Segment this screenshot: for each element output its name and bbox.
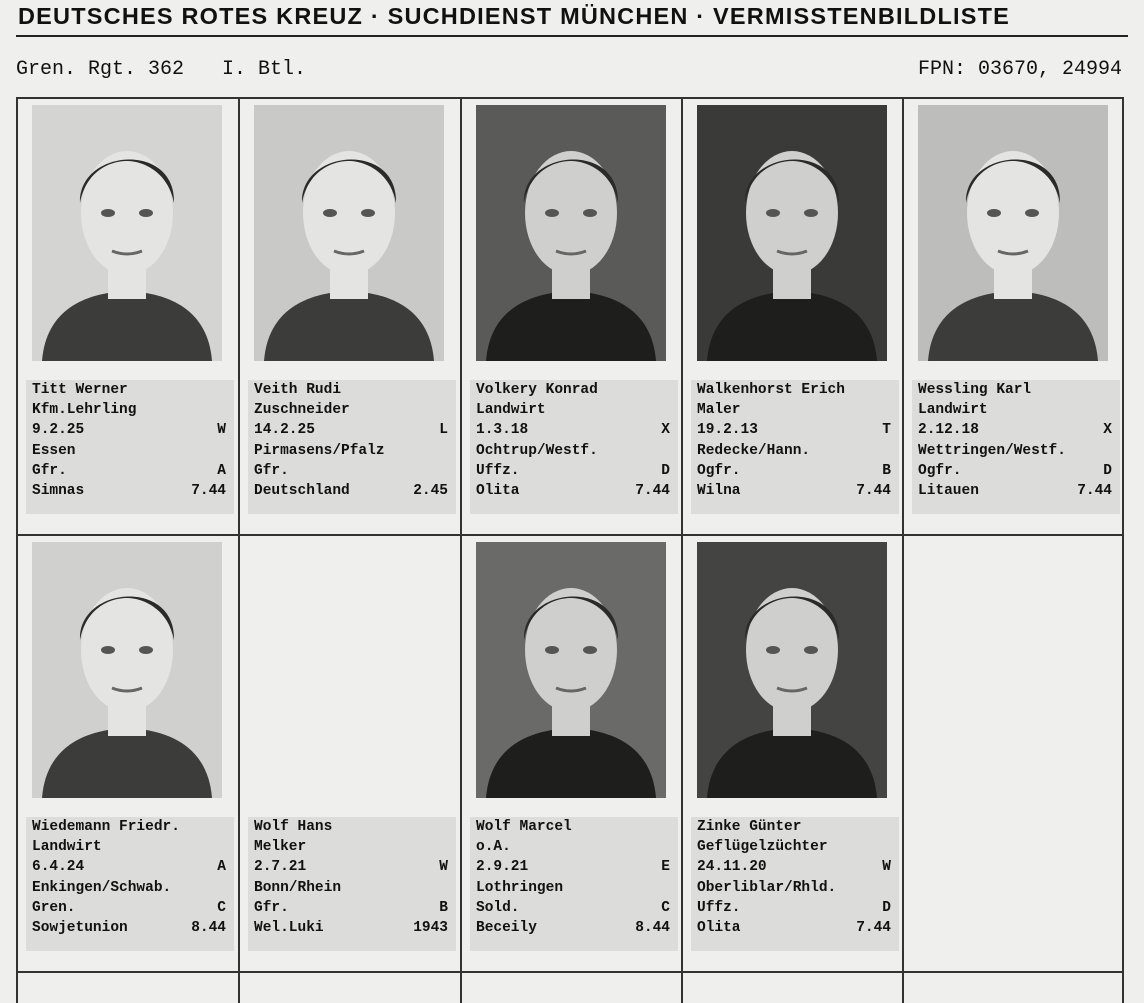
rank: Uffz. xyxy=(476,462,520,479)
last-seen-date: 2.45 xyxy=(413,483,448,500)
occupation: Landwirt xyxy=(32,839,102,856)
person-caption xyxy=(470,817,678,951)
person-caption xyxy=(691,817,899,951)
last-seen-date: 7.44 xyxy=(856,920,891,937)
birth-date: 24.11.20 xyxy=(697,859,767,876)
birthplace: Bonn/Rhein xyxy=(254,879,342,896)
portrait-silhouette xyxy=(32,105,222,361)
portrait-photo xyxy=(32,105,222,361)
portrait-shoulders xyxy=(707,291,877,361)
last-seen-date: 8.44 xyxy=(635,920,670,937)
occupation: Landwirt xyxy=(918,402,988,419)
person-card-7 xyxy=(240,536,461,966)
portrait-silhouette xyxy=(697,105,887,361)
last-seen-date: 8.44 xyxy=(191,920,226,937)
portrait-eye xyxy=(545,646,559,654)
portrait-eye xyxy=(766,209,780,217)
birthplace: Ochtrup/Westf. xyxy=(476,442,598,459)
portrait-eye xyxy=(1025,209,1039,217)
birth-code: X xyxy=(661,422,670,439)
portrait-photo xyxy=(32,542,222,798)
rank-code: C xyxy=(661,899,670,916)
portrait-shoulders xyxy=(264,291,434,361)
birth-date: 6.4.24 xyxy=(32,859,85,876)
fpn-label: FPN: 03670, 24994 xyxy=(917,58,1122,81)
rank: Gfr. xyxy=(254,899,289,916)
birth-date: 2.7.21 xyxy=(254,859,307,876)
person-name: Volkery Konrad xyxy=(476,382,598,398)
portrait-silhouette xyxy=(32,542,222,798)
portrait-photo xyxy=(254,105,444,361)
person-name: Zinke Günter xyxy=(697,819,802,835)
last-seen-place: Olita xyxy=(697,920,741,937)
rank: Gren. xyxy=(32,899,76,916)
occupation: Maler xyxy=(697,402,741,419)
portrait-shoulders xyxy=(928,291,1098,361)
birthplace: Essen xyxy=(32,442,76,459)
person-name: Wolf Hans xyxy=(254,819,333,835)
portrait-eye xyxy=(323,209,337,217)
last-seen-date: 7.44 xyxy=(1077,483,1112,500)
birth-date: 2.9.21 xyxy=(476,859,529,876)
last-seen-date: 1943 xyxy=(413,920,448,937)
person-name: Wessling Karl xyxy=(918,382,1032,398)
rank-code: B xyxy=(882,462,891,479)
portrait-shoulders xyxy=(486,728,656,798)
birth-code: W xyxy=(439,859,448,876)
person-caption xyxy=(26,380,234,514)
portrait-eye xyxy=(361,209,375,217)
occupation: Geflügelzüchter xyxy=(697,839,828,856)
occupation: Landwirt xyxy=(476,402,546,419)
rank-code: D xyxy=(1103,462,1112,479)
rank: Sold. xyxy=(476,899,520,916)
birth-code: W xyxy=(217,422,226,439)
rank: Gfr. xyxy=(254,462,289,479)
portrait-eye xyxy=(139,209,153,217)
portrait-eye xyxy=(583,646,597,654)
last-seen-place: Deutschland xyxy=(254,483,350,500)
portrait-photo xyxy=(476,542,666,798)
birthplace: Oberliblar/Rhld. xyxy=(697,879,837,896)
birth-date: 9.2.25 xyxy=(32,422,85,439)
birthplace: Lothringen xyxy=(476,879,564,896)
person-card-6 xyxy=(18,536,239,966)
last-seen-date: 7.44 xyxy=(635,483,670,500)
rank-code: B xyxy=(439,899,448,916)
portrait-eye xyxy=(101,646,115,654)
person-caption xyxy=(26,817,234,951)
last-seen-place: Wilna xyxy=(697,483,741,500)
birth-code: L xyxy=(439,422,448,439)
person-name: Veith Rudi xyxy=(254,382,342,398)
battalion-label: I. Btl. xyxy=(222,58,307,81)
portrait-eye xyxy=(101,209,115,217)
portrait-photo xyxy=(918,105,1108,361)
portrait-shoulders xyxy=(707,728,877,798)
rank-code: A xyxy=(217,462,226,479)
rank: Ogfr. xyxy=(918,462,962,479)
person-caption xyxy=(912,380,1120,514)
birth-date: 14.2.25 xyxy=(254,422,315,439)
person-name: Wolf Marcel xyxy=(476,819,572,835)
occupation: o.A. xyxy=(476,839,511,856)
portrait-silhouette xyxy=(254,105,444,361)
portrait-shoulders xyxy=(42,728,212,798)
last-seen-place: Olita xyxy=(476,483,520,500)
portrait-eye xyxy=(804,646,818,654)
person-caption xyxy=(248,817,456,951)
person-card-8 xyxy=(462,536,683,966)
portrait-eye xyxy=(804,209,818,217)
person-card-3 xyxy=(462,99,683,529)
person-name: Walkenhorst Erich xyxy=(697,382,845,398)
portrait-silhouette xyxy=(476,105,666,361)
birth-code: A xyxy=(217,859,226,876)
portrait-eye xyxy=(545,209,559,217)
portrait-silhouette xyxy=(476,542,666,798)
portrait-silhouette xyxy=(918,105,1108,361)
birth-code: X xyxy=(1103,422,1112,439)
person-card-5 xyxy=(904,99,1125,529)
birth-date: 19.2.13 xyxy=(697,422,758,439)
occupation: Zuschneider xyxy=(254,402,350,419)
person-name: Titt Werner xyxy=(32,382,128,398)
person-caption xyxy=(691,380,899,514)
birthplace: Enkingen/Schwab. xyxy=(32,879,172,896)
birth-code: T xyxy=(882,422,891,439)
person-caption xyxy=(248,380,456,514)
person-card-1 xyxy=(18,99,239,529)
last-seen-place: Sowjetunion xyxy=(32,920,128,937)
portrait-shoulders xyxy=(42,291,212,361)
last-seen-date: 7.44 xyxy=(856,483,891,500)
page-title: DEUTSCHES ROTES KREUZ · SUCHDIENST MÜNCHEN · VERMISSTENBILDLISTE xyxy=(18,3,1011,29)
occupation: Melker xyxy=(254,839,307,856)
rank: Ogfr. xyxy=(697,462,741,479)
last-seen-date: 7.44 xyxy=(191,483,226,500)
birthplace: Pirmasens/Pfalz xyxy=(254,442,385,459)
birthplace: Redecke/Hann. xyxy=(697,442,811,459)
unit-line xyxy=(16,58,306,81)
portrait-photo xyxy=(476,105,666,361)
rank-code: D xyxy=(882,899,891,916)
person-card-9 xyxy=(683,536,904,966)
last-seen-place: Wel.Luki xyxy=(254,920,324,937)
occupation: Kfm.Lehrling xyxy=(32,402,137,419)
rank: Gfr. xyxy=(32,462,67,479)
portrait-silhouette xyxy=(697,542,887,798)
birth-code: E xyxy=(661,859,670,876)
portrait-eye xyxy=(583,209,597,217)
birth-date: 2.12.18 xyxy=(918,422,979,439)
rank-code: D xyxy=(661,462,670,479)
title-rule xyxy=(16,35,1128,37)
portrait-photo xyxy=(697,105,887,361)
portrait-photo xyxy=(697,542,887,798)
rank-code: C xyxy=(217,899,226,916)
person-name: Wiedemann Friedr. xyxy=(32,819,180,835)
last-seen-place: Litauen xyxy=(918,483,979,500)
portrait-shoulders xyxy=(486,291,656,361)
portrait-eye xyxy=(139,646,153,654)
birth-date: 1.3.18 xyxy=(476,422,529,439)
birthplace: Wettringen/Westf. xyxy=(918,442,1066,459)
regiment-label: Gren. Rgt. 362 xyxy=(16,58,185,81)
rank: Uffz. xyxy=(697,899,741,916)
last-seen-place: Simnas xyxy=(32,483,85,500)
last-seen-place: Beceily xyxy=(476,920,537,937)
portrait-eye xyxy=(987,209,1001,217)
birth-code: W xyxy=(882,859,891,876)
person-caption xyxy=(470,380,678,514)
person-card-4 xyxy=(683,99,904,529)
person-card-2 xyxy=(240,99,461,529)
portrait-eye xyxy=(766,646,780,654)
